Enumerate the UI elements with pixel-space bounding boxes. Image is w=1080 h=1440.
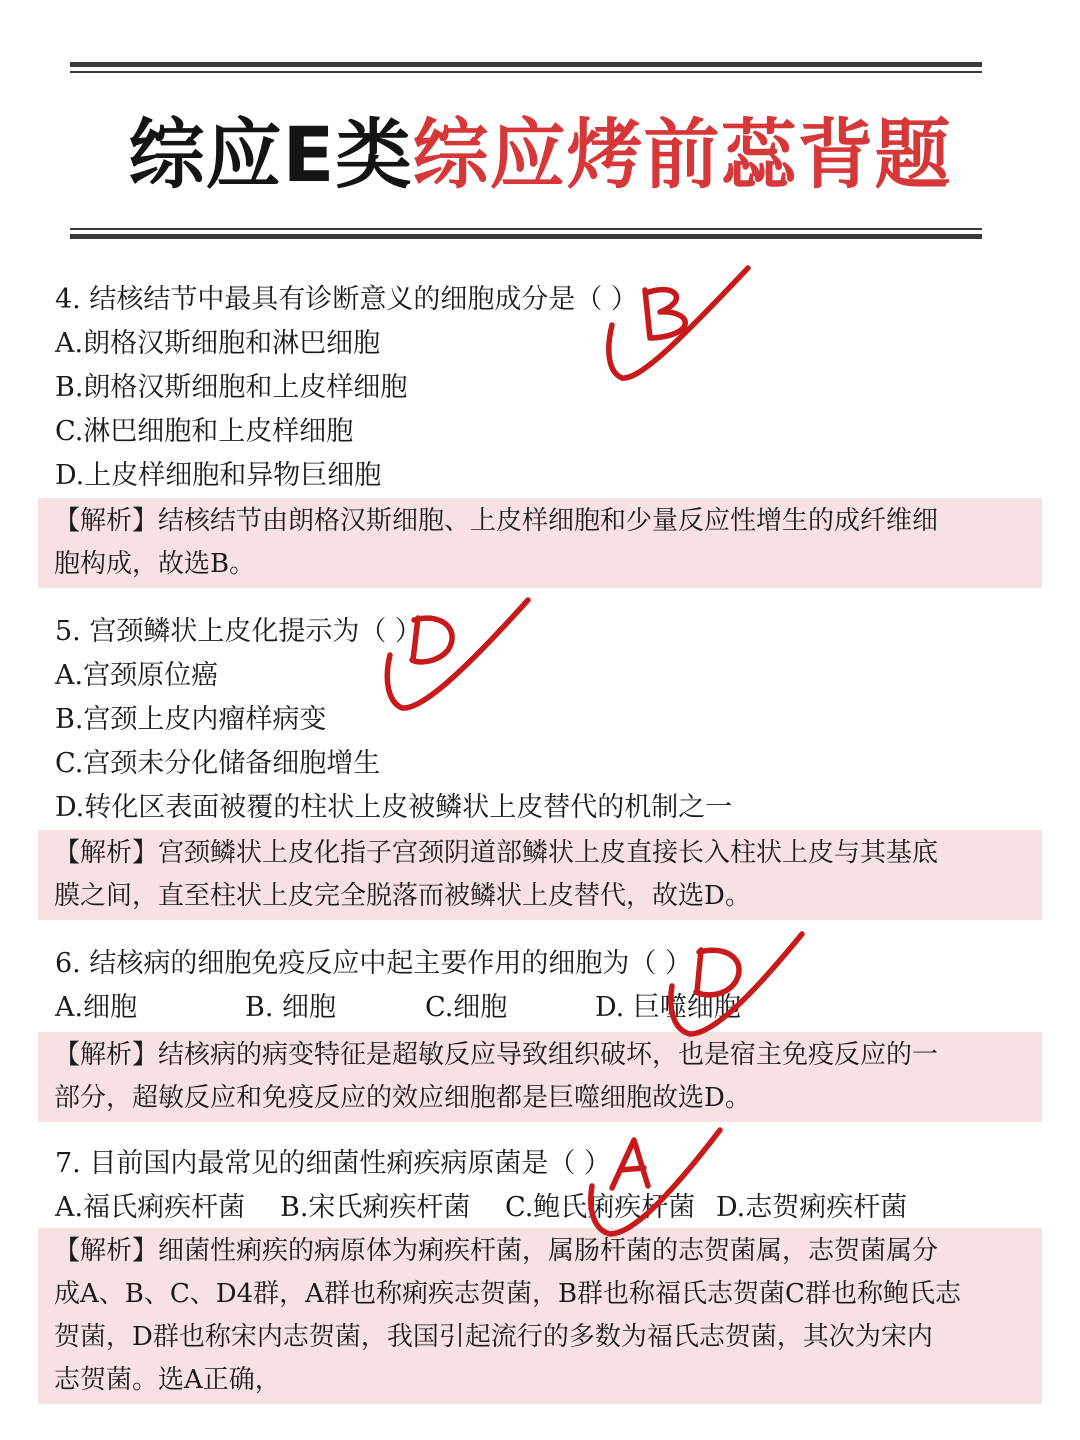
analysis-line: 部分，超敏反应和免疫反应的效应细胞都是巨噬细胞故选D。	[54, 1083, 751, 1113]
analysis-line: 【解析】结核病的病变特征是超敏反应导致组织破坏，也是宿主免疫反应的一	[54, 1040, 939, 1070]
analysis-line: 贺菌，D群也称宋内志贺菌，我国引起流行的多数为福氏志贺菌，其次为宋内	[54, 1322, 933, 1352]
analysis-line: 胞构成，故选B。	[54, 549, 256, 579]
handwritten-answer-b	[645, 290, 685, 338]
page-title	[0, 110, 1080, 200]
question-4-option-c: C.淋巴细胞和上皮样细胞	[55, 416, 354, 447]
question-5-option-c: C.宫颈未分化储备细胞增生	[55, 748, 381, 779]
header-bottom-rule	[70, 228, 982, 239]
header-top-rule	[70, 62, 982, 73]
question-6-option-b: B. 细胞	[245, 992, 337, 1023]
question-5-analysis	[38, 830, 1042, 920]
analysis-line: 膜之间，直至柱状上皮完全脱落而被鳞状上皮替代，故选D。	[54, 881, 751, 911]
question-5-stem: 5. 宫颈鳞状上皮化提示为（ ）	[55, 616, 422, 647]
title-black-part: 综应E类	[128, 110, 413, 199]
handwritten-answer-a	[612, 1140, 648, 1188]
question-7-option-c: C.鲍氏痢疾杆菌	[505, 1192, 696, 1223]
question-6-option-d: D. 巨噬细胞	[595, 992, 741, 1023]
question-6-stem: 6. 结核病的细胞免疫反应中起主要作用的细胞为（ ）	[55, 948, 692, 979]
question-6-options-row	[55, 986, 741, 1030]
question-5-option-b: B.宫颈上皮内瘤样病变	[55, 704, 327, 735]
analysis-line: 【解析】细菌性痢疾的病原体为痢疾杆菌，属肠杆菌的志贺菌属，志贺菌属分	[54, 1236, 939, 1266]
question-4-stem: 4. 结核结节中最具有诊断意义的细胞成分是（ ）	[55, 284, 638, 315]
analysis-line: 【解析】宫颈鳞状上皮化指子宫颈阴道部鳞状上皮直接长入柱状上皮与其基底	[54, 838, 939, 868]
analysis-line: 成A、B、C、D4群，A群也称痢疾志贺菌，B群也称福氏志贺菌C群也称鲍氏志	[54, 1279, 961, 1309]
question-5-option-d: D.转化区表面被覆的柱状上皮被鳞状上皮替代的机制之一	[55, 792, 733, 823]
question-6-option-c: C.细胞	[425, 992, 508, 1023]
analysis-line: 【解析】结核结节由朗格汉斯细胞、上皮样细胞和少量反应性增生的成纤维细	[54, 506, 939, 536]
question-5-option-a: A.宫颈原位癌	[55, 660, 219, 691]
title-red-part: 综应烤前蕊背题	[412, 110, 952, 199]
question-7-analysis	[38, 1228, 1042, 1404]
question-7-option-b: B.宋氏痢疾杆菌	[280, 1192, 471, 1223]
analysis-line: 志贺菌。选A正确，	[54, 1365, 281, 1395]
question-4-option-a: A.朗格汉斯细胞和淋巴细胞	[55, 328, 381, 359]
question-7-stem: 7. 目前国内最常见的细菌性痢疾病原菌是（ ）	[55, 1148, 611, 1179]
question-4-option-d: D.上皮样细胞和异物巨细胞	[55, 460, 382, 491]
question-7-option-a: A.福氏痢疾杆菌	[55, 1192, 246, 1223]
question-6-option-a: A.细胞	[55, 992, 138, 1023]
question-6-analysis	[38, 1032, 1042, 1122]
question-7-options-row	[55, 1186, 907, 1230]
question-7-option-d: D.志贺痢疾杆菌	[716, 1192, 908, 1223]
question-4-analysis	[38, 498, 1042, 588]
question-4-option-b: B.朗格汉斯细胞和上皮样细胞	[55, 372, 408, 403]
